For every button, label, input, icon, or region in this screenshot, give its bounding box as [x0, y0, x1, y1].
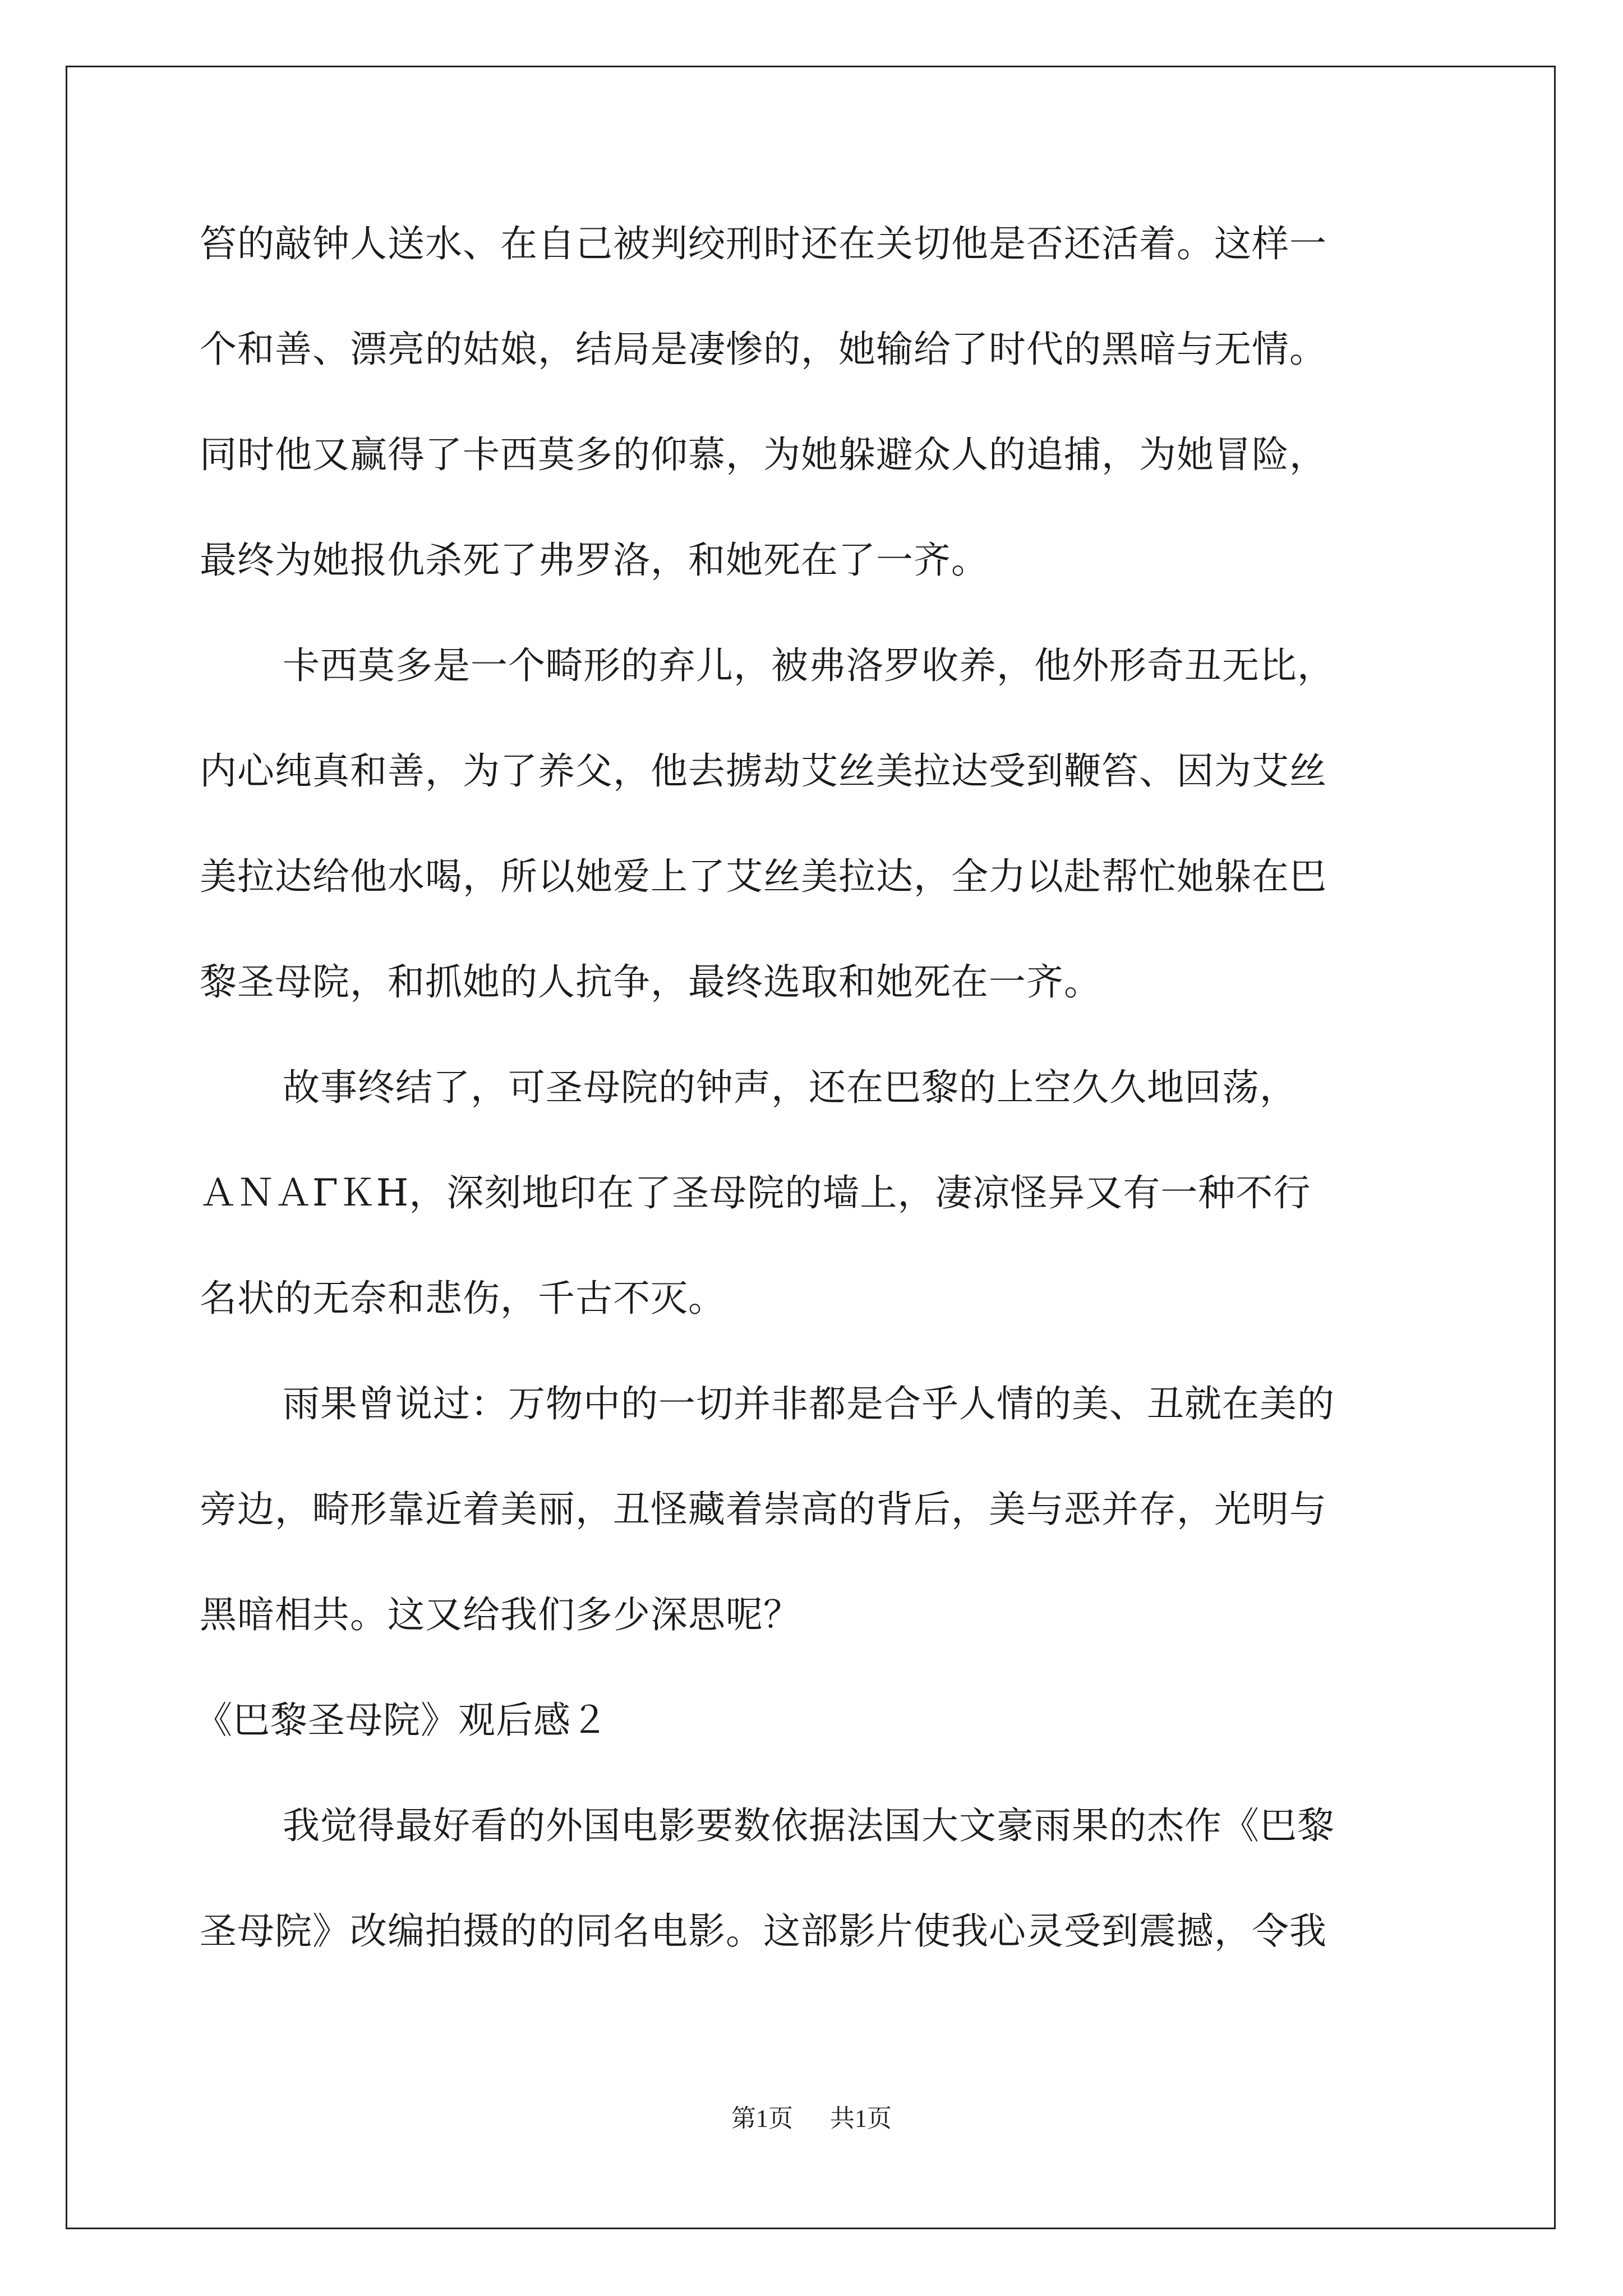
page-footer [0, 2098, 1623, 2134]
paragraph-line: 黑暗相共。这又给我们多少深思呢？ [200, 1593, 801, 1636]
paragraph-line: 笞的敲钟人送水、在自己被判绞刑时还在关切他是否还活着。这样一 [200, 222, 1327, 265]
paragraph-line: 最终为她报仇杀死了弗罗洛，和她死在了一齐。 [200, 539, 989, 582]
paragraph-line: 名状的无奈和悲伤，千古不灭。 [200, 1277, 726, 1320]
document-body [195, 202, 1433, 1995]
paragraph-line: 我觉得最好看的外国电影要数依据法国大文豪雨果的杰作《巴黎 [283, 1804, 1335, 1847]
paragraph-line: 美拉达给他水喝，所以她爱上了艾丝美拉达，全力以赴帮忙她躲在巴 [200, 855, 1327, 898]
paragraph-line: 同时他又赢得了卡西莫多的仰慕，为她躲避众人的追捕，为她冒险， [200, 433, 1327, 476]
paragraph-line: 黎圣母院，和抓她的人抗争，最终选取和她死在一齐。 [200, 960, 1101, 1004]
paragraph-line: 旁边，畸形靠近着美丽，丑怪藏着崇高的背后，美与恶并存，光明与 [200, 1488, 1327, 1531]
paragraph-line: 雨果曾说过：万物中的一切并非都是合乎人情的美、丑就在美的 [283, 1382, 1335, 1425]
section-heading: 《巴黎圣母院》观后感２ [195, 1699, 608, 1742]
paragraph-line: ＡＮＡΓＫΗ，深刻地印在了圣母院的墙上，凄凉怪异又有一种不行 [200, 1171, 1311, 1214]
paragraph-line: 卡西莫多是一个畸形的弃儿，被弗洛罗收养，他外形奇丑无比， [283, 644, 1335, 687]
paragraph-line: 内心纯真和善，为了养父，他去掳劫艾丝美拉达受到鞭笞、因为艾丝 [200, 749, 1327, 793]
paragraph-line: 故事终结了，可圣母院的钟声，还在巴黎的上空久久地回荡， [283, 1066, 1297, 1109]
page-number: 第1页 [731, 2105, 793, 2132]
paragraph-line: 个和善、漂亮的姑娘，结局是凄惨的，她输给了时代的黑暗与无情。 [200, 328, 1327, 371]
page-total: 共1页 [830, 2105, 892, 2132]
paragraph-line: 圣母院》改编拍摄的的同名电影。这部影片使我心灵受到震撼，令我 [200, 1910, 1327, 1953]
